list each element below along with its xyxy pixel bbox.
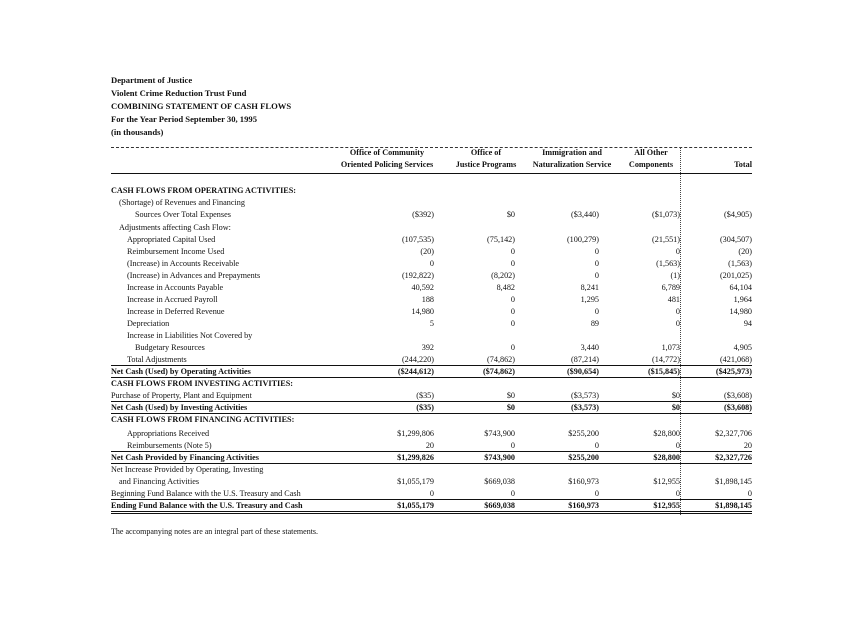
table-row (111, 222, 752, 234)
row-value: $28,800 (653, 453, 680, 462)
row-value: 0 (510, 307, 515, 316)
rule-total-adjustments (111, 365, 752, 366)
row-value: $160,973 (568, 501, 599, 510)
rule-investing-net (111, 413, 752, 414)
row-value: (1) (670, 271, 680, 280)
row-value: (20) (738, 247, 752, 256)
row-value: ($4,905) (724, 210, 752, 219)
row-value: $2,327,706 (715, 429, 752, 438)
row-value: ($3,573) (571, 403, 599, 412)
row-value: 14,980 (729, 307, 752, 316)
row-value: 5 (429, 319, 434, 328)
row-value: $669,038 (484, 477, 515, 486)
row-value: 188 (421, 295, 434, 304)
row-value: 94 (743, 319, 752, 328)
row-value: 89 (590, 319, 599, 328)
footnote: The accompanying notes are an integral part of these statements. (111, 527, 319, 536)
table-row (111, 294, 752, 306)
table-row (111, 197, 752, 209)
row-value: 0 (675, 441, 680, 450)
row-value: $28,800 (653, 429, 680, 438)
row-value: ($244,612) (397, 367, 434, 376)
row-value: $0 (671, 391, 680, 400)
row-label: Purchase of Property, Plant and Equipment (111, 391, 252, 400)
row-value: 20 (743, 441, 752, 450)
row-value: $1,055,179 (397, 501, 434, 510)
rule-ending-top (111, 499, 752, 500)
row-label: Increase in Deferred Revenue (127, 307, 225, 316)
rule-investing-top (111, 401, 752, 402)
row-value: 1,073 (661, 343, 680, 352)
row-value: 0 (594, 307, 599, 316)
row-value: 3,440 (580, 343, 599, 352)
row-value: 0 (510, 441, 515, 450)
row-value: 4,905 (733, 343, 752, 352)
row-value: 0 (594, 259, 599, 268)
row-value: (87,214) (571, 355, 599, 364)
row-value: (201,025) (719, 271, 752, 280)
row-value: ($35) (416, 391, 434, 400)
column-header-total: Total (734, 160, 752, 169)
header-bottom-rule (111, 173, 752, 174)
row-value: 40,592 (411, 283, 434, 292)
row-value: $1,898,145 (715, 477, 752, 486)
row-label: Sources Over Total Expenses (135, 210, 231, 219)
row-label: Reimbursements (Note 5) (127, 441, 212, 450)
row-value: 0 (675, 319, 680, 328)
row-value: (20) (420, 247, 434, 256)
row-label: Total Adjustments (127, 355, 187, 364)
table-row (111, 342, 752, 354)
row-value: 14,980 (411, 307, 434, 316)
table-row (111, 270, 752, 282)
row-value: 0 (675, 307, 680, 316)
rule-financing-net (111, 463, 752, 464)
statement-title: COMBINING STATEMENT OF CASH FLOWS (111, 101, 292, 111)
row-value: $1,898,145 (715, 501, 752, 510)
table-row (111, 330, 752, 342)
row-value: 8,482 (496, 283, 515, 292)
row-value: $0 (506, 391, 515, 400)
column-header-ojp: Office of Justice Programs (455, 148, 517, 169)
table-row (111, 209, 752, 221)
column-header-ins: Immigration and Naturalization Service (532, 148, 612, 169)
rule-financing-top (111, 451, 752, 452)
row-value: 0 (594, 247, 599, 256)
column-header-cops: Office of Community Oriented Policing Services (340, 148, 434, 169)
row-value: 0 (429, 259, 434, 268)
row-value: 0 (510, 319, 515, 328)
row-value: 20 (425, 441, 434, 450)
row-value: 0 (429, 489, 434, 498)
table-row (111, 318, 752, 330)
row-value: $12,955 (653, 477, 680, 486)
row-value: $255,200 (568, 453, 599, 462)
row-value: (100,279) (566, 235, 599, 244)
row-label: Net Cash (Used) by Operating Activities (111, 367, 251, 376)
row-value: $160,973 (568, 477, 599, 486)
row-label: CASH FLOWS FROM OPERATING ACTIVITIES: (111, 186, 297, 195)
row-label: Adjustments affecting Cash Flow: (119, 223, 231, 232)
table-row (111, 476, 752, 488)
row-label: Reimbursement Income Used (127, 247, 225, 256)
row-value: ($15,845) (647, 367, 680, 376)
row-value: 0 (675, 247, 680, 256)
column-header-other: All Other Components (628, 148, 674, 169)
row-label: (Shortage) of Revenues and Financing (119, 198, 245, 207)
row-value: 64,104 (729, 283, 752, 292)
row-value: ($3,573) (571, 391, 599, 400)
row-label: Net Cash Provided by Financing Activities (111, 453, 259, 462)
row-value: (421,068) (719, 355, 752, 364)
row-value: ($1,073) (652, 210, 680, 219)
statement-units: (in thousands) (111, 127, 164, 137)
row-value: 8,241 (580, 283, 599, 292)
row-value: (1,563) (728, 259, 752, 268)
row-label: Depreciation (127, 319, 170, 328)
row-value: (14,772) (652, 355, 680, 364)
row-value: 481 (667, 295, 680, 304)
row-label: (Increase) in Accounts Receivable (127, 259, 240, 268)
table-row (111, 246, 752, 258)
row-label: Increase in Liabilities Not Covered by (127, 331, 253, 340)
row-value: (107,535) (401, 235, 434, 244)
row-label: Net Cash (Used) by Investing Activities (111, 403, 248, 412)
table-row (111, 414, 752, 426)
row-label: Ending Fund Balance with the U.S. Treasury and Cash (111, 501, 303, 510)
row-value: $0 (506, 210, 515, 219)
row-value: 0 (747, 489, 752, 498)
row-value: 0 (510, 259, 515, 268)
row-value: ($35) (416, 403, 434, 412)
row-value: ($3,608) (724, 403, 752, 412)
row-value: ($425,973) (715, 367, 752, 376)
row-label: and Financing Activities (119, 477, 200, 486)
statement-period: For the Year Period September 30, 1995 (111, 114, 257, 124)
row-value: 1,964 (733, 295, 752, 304)
row-value: 0 (594, 271, 599, 280)
row-label: Increase in Accounts Payable (127, 283, 224, 292)
row-value: (74,862) (487, 355, 515, 364)
row-value: (192,822) (401, 271, 434, 280)
row-label: Budgetary Resources (135, 343, 205, 352)
table-row (111, 428, 752, 440)
row-label: CASH FLOWS FROM INVESTING ACTIVITIES: (111, 379, 293, 388)
rule-operating-net (111, 377, 752, 378)
row-value: $1,055,179 (397, 477, 434, 486)
table-row (111, 378, 752, 390)
row-label: Appropriations Received (127, 429, 210, 438)
row-value: $0 (671, 403, 680, 412)
row-value: $1,299,826 (397, 453, 434, 462)
row-value: $255,200 (568, 429, 599, 438)
row-value: 392 (421, 343, 434, 352)
row-value: $743,900 (484, 429, 515, 438)
row-label: Net Increase Provided by Operating, Investing (111, 465, 264, 474)
table-row (111, 234, 752, 246)
row-label: (Increase) in Advances and Prepayments (127, 271, 261, 280)
row-value: 0 (675, 489, 680, 498)
row-value: $12,955 (653, 501, 680, 510)
row-value: (21,551) (652, 235, 680, 244)
table-row (111, 464, 752, 476)
row-value: 0 (510, 489, 515, 498)
agency-name: Department of Justice (111, 75, 193, 85)
rule-ending-double (111, 511, 752, 514)
row-value: (304,507) (719, 235, 752, 244)
row-value: $2,327,726 (715, 453, 752, 462)
table-row (111, 282, 752, 294)
row-value: ($392) (412, 210, 434, 219)
row-value: 0 (594, 441, 599, 450)
row-value: (8,202) (491, 271, 515, 280)
row-value: 0 (510, 295, 515, 304)
table-row (111, 258, 752, 270)
row-value: 6,789 (661, 283, 680, 292)
row-value: $743,900 (484, 453, 515, 462)
row-value: 0 (510, 343, 515, 352)
row-label: Appropriated Capital Used (127, 235, 216, 244)
row-value: (1,563) (656, 259, 680, 268)
row-value: 0 (510, 247, 515, 256)
table-row (111, 185, 752, 197)
row-value: ($74,862) (482, 367, 515, 376)
row-value: $1,299,806 (397, 429, 434, 438)
fund-name: Violent Crime Reduction Trust Fund (111, 88, 247, 98)
row-value: 0 (594, 489, 599, 498)
row-value: 1,295 (580, 295, 599, 304)
row-label: Beginning Fund Balance with the U.S. Treasury and Cash (111, 489, 301, 498)
row-value: $0 (506, 403, 515, 412)
row-value: ($3,608) (724, 391, 752, 400)
row-value: (244,220) (401, 355, 434, 364)
row-label: Increase in Accrued Payroll (127, 295, 218, 304)
table-row (111, 306, 752, 318)
row-value: ($3,440) (571, 210, 599, 219)
row-value: (75,142) (487, 235, 515, 244)
row-value: $669,038 (484, 501, 515, 510)
row-label: CASH FLOWS FROM FINANCING ACTIVITIES: (111, 415, 295, 424)
row-value: ($90,654) (566, 367, 599, 376)
statement-header (111, 74, 291, 139)
